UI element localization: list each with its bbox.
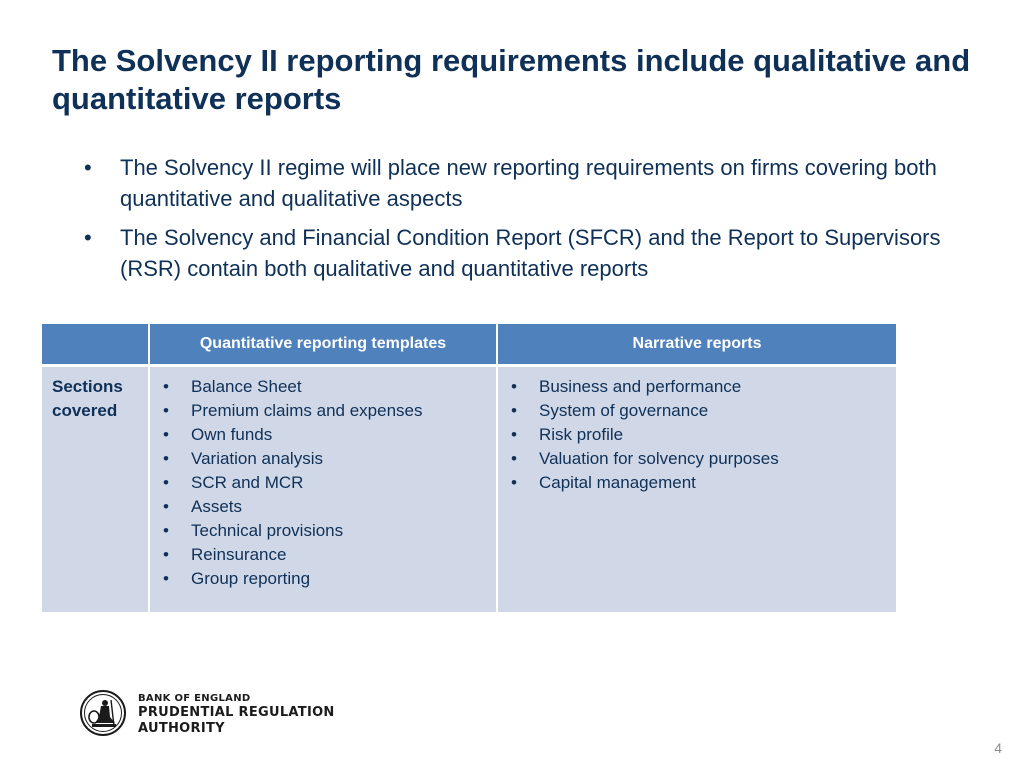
- narrative-list: [508, 375, 886, 495]
- list-item-text: System of governance: [539, 401, 709, 420]
- bullet-glyph: •: [84, 155, 92, 180]
- narrative-cell: [497, 366, 897, 614]
- table-header-row: [41, 323, 897, 366]
- bullet-glyph: •: [511, 377, 517, 396]
- list-item-text: SCR and MCR: [191, 473, 304, 492]
- logo-wordmark: [138, 693, 335, 737]
- table-row: [41, 366, 897, 614]
- list-item: [508, 423, 886, 447]
- slide-title: The Solvency II reporting requirements include qualitative and quantitative reports: [52, 43, 971, 116]
- list-item-text: Own funds: [191, 425, 273, 444]
- header-narrative: Narrative reports: [497, 323, 897, 366]
- list-item: [160, 519, 486, 543]
- quantitative-list: [160, 375, 486, 591]
- list-item-text: Reinsurance: [191, 545, 287, 564]
- bank-of-england-pra-logo: [80, 690, 400, 742]
- bullet-glyph: •: [163, 425, 169, 444]
- bullet-glyph: •: [511, 449, 517, 468]
- logo-line-bank: BANK OF ENGLAND: [138, 693, 251, 704]
- bullet-glyph: •: [163, 473, 169, 492]
- list-item-text: Group reporting: [191, 569, 311, 588]
- list-item: [160, 375, 486, 399]
- list-item: [160, 399, 486, 423]
- bullet-glyph: •: [511, 401, 517, 420]
- header-corner-cell: [41, 323, 149, 366]
- logo-line-authority: AUTHORITY: [138, 721, 225, 736]
- logo-line-prudential: PRUDENTIAL REGULATION: [138, 705, 335, 720]
- bullet-glyph: •: [511, 425, 517, 444]
- bullet-text: The Solvency II regime will place new reporting requirements on firms covering both quantitative and qualitative aspects: [120, 155, 937, 211]
- bullet-item: [84, 152, 964, 214]
- list-item: [160, 447, 486, 471]
- list-item-text: Valuation for solvency purposes: [539, 449, 779, 468]
- bullet-glyph: •: [511, 473, 517, 492]
- list-item: [160, 543, 486, 567]
- list-item: [160, 423, 486, 447]
- reporting-table: [40, 322, 898, 614]
- header-quantitative: Quantitative reporting templates: [149, 323, 497, 366]
- bullet-glyph: •: [163, 497, 169, 516]
- list-item: [508, 375, 886, 399]
- list-item-text: Risk profile: [539, 425, 624, 444]
- row-label-sections-covered: Sections covered: [41, 366, 149, 614]
- bullet-glyph: •: [163, 569, 169, 588]
- bullet-glyph: •: [163, 449, 169, 468]
- bullet-glyph: •: [163, 545, 169, 564]
- bullet-glyph: •: [163, 377, 169, 396]
- list-item-text: Balance Sheet: [191, 377, 302, 396]
- list-item: [508, 471, 886, 495]
- list-item: [160, 471, 486, 495]
- bullet-glyph: •: [163, 521, 169, 540]
- list-item-text: Business and performance: [539, 377, 742, 396]
- bullet-text: The Solvency and Financial Condition Report (SFCR) and the Report to Supervisors (RSR) contain both qualitative and quantitative reports: [120, 225, 941, 281]
- list-item: [160, 567, 486, 591]
- quantitative-cell: [149, 366, 497, 614]
- britannia-seal-icon: [80, 690, 126, 736]
- list-item-text: Capital management: [539, 473, 696, 492]
- list-item-text: Premium claims and expenses: [191, 401, 423, 420]
- list-item: [508, 447, 886, 471]
- list-item-text: Technical provisions: [191, 521, 344, 540]
- bullet-item: [84, 222, 964, 284]
- list-item: [508, 399, 886, 423]
- bullet-glyph: •: [84, 225, 92, 250]
- list-item-text: Variation analysis: [191, 449, 323, 468]
- list-item: [160, 495, 486, 519]
- list-item-text: Assets: [191, 497, 243, 516]
- bullet-glyph: •: [163, 401, 169, 420]
- page-number: 4: [994, 740, 1002, 756]
- bullet-list: [84, 152, 964, 292]
